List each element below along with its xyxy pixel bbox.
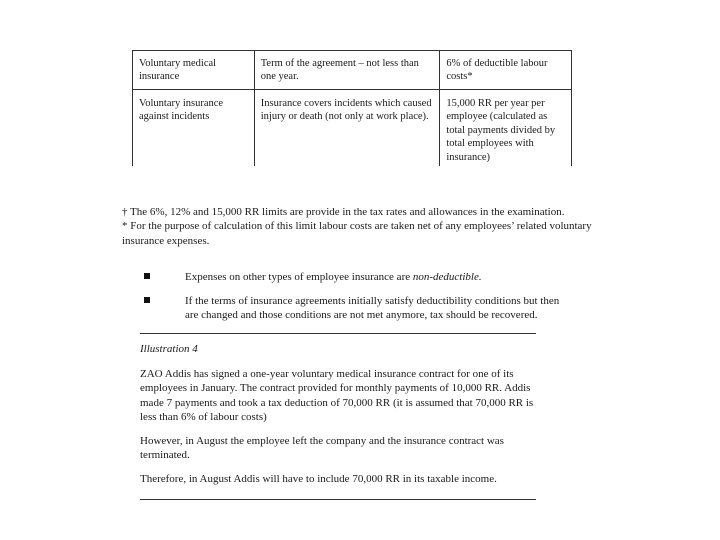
- footnotes: [122, 205, 602, 248]
- bullet-square-icon: [144, 297, 150, 303]
- list-item: [140, 294, 570, 323]
- illustration-paragraph: However, in August the employee left the company and the insurance contract was terminated.: [140, 434, 504, 462]
- illustration-title: Illustration 4: [140, 343, 198, 355]
- table-row: [133, 90, 572, 167]
- table-cell-condition: Insurance covers incidents which caused injury or death (not only at work place).: [254, 90, 440, 167]
- list-item: [140, 270, 570, 285]
- bullet-text: If the terms of insurance agreements initially satisfy deductibility conditions but then are changed and those conditions are not met anymore, tax should be recovered.: [185, 294, 560, 322]
- bullet-list: [140, 270, 570, 332]
- footnote-asterisk: * For the purpose of calculation of this limit labour costs are taken net of any employees’ related voluntary insurance expenses.: [122, 220, 592, 247]
- table-cell-condition: Term of the agreement – not less than one year.: [254, 51, 440, 90]
- table-cell-limit: 15,000 RR per year per employee (calculated as total payments divided by total employees with insurance): [440, 90, 572, 167]
- illustration-paragraph: ZAO Addis has signed a one-year voluntary medical insurance contract for one of its employees in January. The contract provided for monthly payments of 10,000 RR. Addis made 7 payments and took a tax deduction of 70,000 RR (it is assumed that 70,000 RR is less than 6% of labour costs): [140, 367, 534, 424]
- table-cell-type: Voluntary medical insurance: [133, 51, 255, 90]
- footnote-dagger: † The 6%, 12% and 15,000 RR limits are provide in the tax rates and allowances in the examination.: [122, 206, 565, 218]
- table-cell-limit: 6% of deductible labour costs*: [440, 51, 572, 90]
- illustration-box: [140, 333, 536, 500]
- illustration-paragraph: Therefore, in August Addis will have to include 70,000 RR in its taxable income.: [140, 472, 497, 485]
- table-row: [133, 51, 572, 90]
- bullet-text: Expenses on other types of employee insurance are: [185, 271, 413, 283]
- bullet-emphasis: non-deductible.: [412, 271, 482, 283]
- insurance-table: [132, 50, 572, 166]
- table-cell-type: Voluntary insurance against incidents: [133, 90, 255, 167]
- bullet-square-icon: [144, 273, 150, 279]
